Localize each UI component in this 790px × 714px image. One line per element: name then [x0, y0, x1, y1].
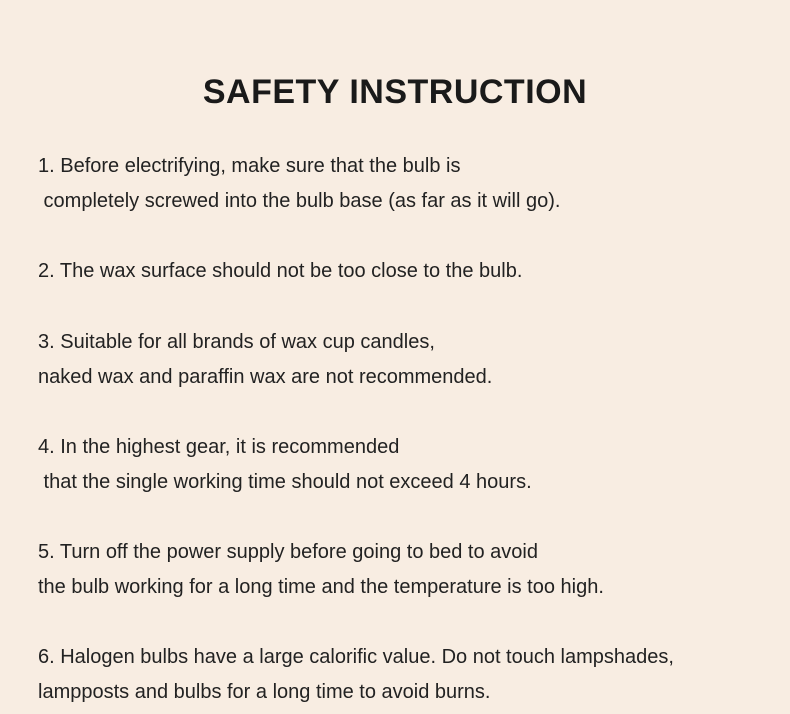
instruction-item-2: [38, 254, 768, 289]
instruction-line: the bulb working for a long time and the temperature is too high.: [38, 576, 604, 598]
instruction-line: that the single working time should not exceed 4 hours.: [38, 471, 532, 493]
instruction-line: 1. Before electrifying, make sure that the bulb is: [38, 155, 461, 177]
instruction-line: lampposts and bulbs for a long time to avoid burns.: [38, 681, 491, 703]
page-title: SAFETY INSTRUCTION: [202, 73, 588, 111]
instruction-line: naked wax and paraffin wax are not recommended.: [38, 366, 493, 388]
instruction-item-5: [38, 535, 768, 605]
instruction-line: completely screwed into the bulb base (as far as it will go).: [38, 190, 561, 212]
instruction-item-1: [38, 149, 768, 219]
instruction-line: 6. Halogen bulbs have a large calorific value. Do not touch lampshades,: [38, 646, 674, 668]
instruction-line: 4. In the highest gear, it is recommended: [38, 436, 400, 458]
instruction-line: 3. Suitable for all brands of wax cup candles,: [38, 331, 435, 353]
instruction-item-4: [38, 430, 768, 500]
instruction-line: 2. The wax surface should not be too close to the bulb.: [38, 260, 523, 282]
instruction-item-6: [38, 640, 768, 710]
instruction-item-3: [38, 325, 768, 395]
instruction-line: 5. Turn off the power supply before going to bed to avoid: [38, 541, 538, 563]
